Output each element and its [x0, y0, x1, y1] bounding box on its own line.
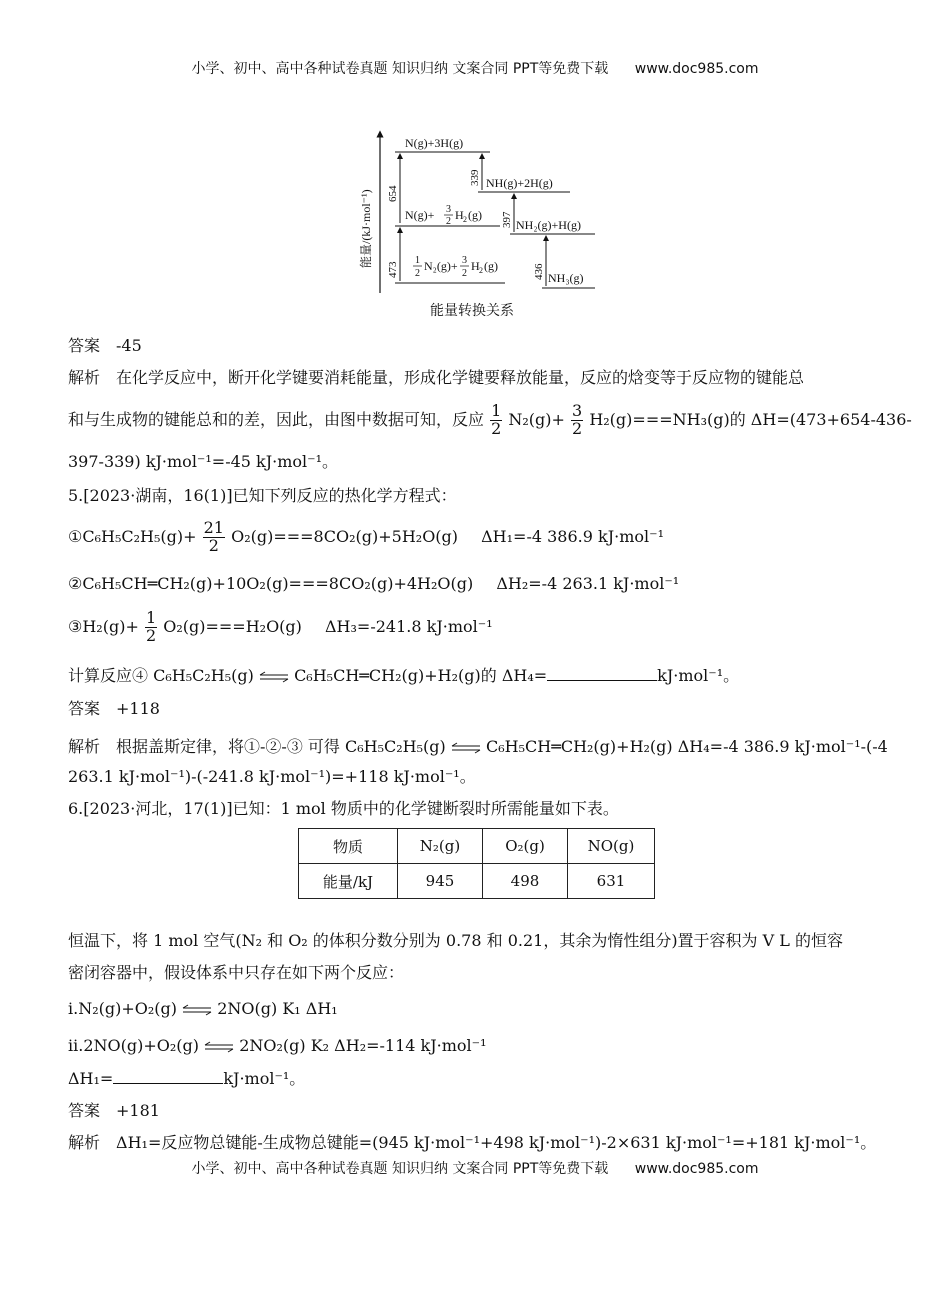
answer-value: +118 [116, 699, 160, 718]
q6-paragraph-line-1: 恒温下，将 1 mol 空气(N₂ 和 O₂ 的体积分数分别为 0.78 和 0.21，其余为惰性组分)置于容积为 V L 的恒容 [68, 931, 843, 950]
footer-text: 小学、初中、高中各种试卷真题 知识归纳 文案合同 PPT等免费下载 [191, 1161, 609, 1177]
q4-analysis-line-1 [68, 368, 804, 388]
q6-reaction-ii: ⅱ.2NO(g)+O₂(g) 2NO₂(g) K₂ ΔH₂=-114 kJ·mol⁻¹ [68, 1036, 487, 1055]
q6-title: 6.[2023·河北，17(1)]已知：1 mol 物质中的化学键断裂时所需能量如下表。 [68, 799, 619, 818]
table-cell: 物质 [299, 829, 398, 864]
enthalpy-1: ΔH₁=-4 386.9 kJ·mol⁻¹ [481, 527, 664, 546]
q4-answer [68, 336, 142, 356]
answer-value: -45 [116, 336, 142, 355]
answer-label: 答案 [68, 1101, 101, 1120]
figure-caption: 能量转换关系 [430, 303, 514, 319]
q6-answer [68, 1101, 160, 1121]
analysis-text: 和与生成物的键能总和的差，因此，由图中数据可知，反应 [68, 410, 485, 429]
svg-text:H: H [471, 259, 480, 273]
value-397: 397 [501, 211, 513, 228]
svg-text:(g): (g) [468, 208, 482, 222]
answer-label: 答案 [68, 699, 101, 718]
q5-eq2: ②C₆H₅CH═CH₂(g)+10O₂(g)===8CO₂(g)+4H₂O(g) ΔH₂=-4 263.1 kJ·mol⁻¹ [68, 574, 680, 593]
level-base-label [413, 255, 498, 279]
analysis-text: H₂(g)===NH₃(g)的 ΔH=(473+654-436- [589, 410, 912, 429]
enthalpy-2: ΔH₂=-4 263.1 kJ·mol⁻¹ [496, 574, 680, 593]
analysis-text: N₂(g)+ [508, 410, 565, 429]
value-339: 339 [469, 169, 481, 186]
answer-blank[interactable] [113, 1069, 223, 1084]
q4-analysis-line-2 [68, 400, 912, 440]
value-436: 436 [533, 263, 545, 280]
equilibrium-arrow-icon [259, 670, 289, 684]
analysis-label: 解析 [68, 737, 101, 756]
equilibrium-arrow-icon [451, 741, 481, 755]
footer-url[interactable]: www.doc985.com [634, 1161, 759, 1177]
table-cell: 631 [568, 864, 655, 899]
fraction: $\frac{1}{2}$ [145, 608, 157, 645]
table-cell: NO(g) [568, 829, 655, 864]
level-n-h2-label [405, 204, 482, 227]
q5-eq3: ③H₂(g)+ $\frac{1}{2}$ O₂(g)===H₂O(g) ΔH₃=-241.8 kJ·mol⁻¹ [68, 608, 493, 645]
q6-analysis: 解析 ΔH₁=反应物总键能-生成物总键能=(945 kJ·mol⁻¹+498 kJ·mol⁻¹)-2×631 kJ·mol⁻¹=+181 kJ·mol⁻¹。 [68, 1133, 877, 1152]
level-nh-2h-label: NH(g)+2H(g) [486, 176, 553, 190]
q5-calc: 计算反应④ C₆H₅C₂H₅(g) C₆H₅CH═CH₂(g)+H₂(g)的 ΔH₄= kJ·mol⁻¹。 [68, 666, 740, 685]
analysis-label: 解析 [68, 1133, 101, 1152]
table-cell: 能量/kJ [299, 864, 398, 899]
page-footer [0, 1158, 950, 1178]
analysis-text: 在化学反应中，断开化学键要消耗能量，形成化学键要释放能量，反应的焓变等于反应物的键能总 [116, 368, 805, 387]
svg-text:(g): (g) [484, 259, 498, 273]
q6-delta-h: ΔH₁= kJ·mol⁻¹。 [68, 1069, 306, 1088]
analysis-label: 解析 [68, 368, 101, 387]
svg-text:3: 3 [462, 255, 467, 266]
svg-text:2: 2 [415, 268, 420, 279]
table-header-row [299, 829, 655, 864]
q5-analysis-line-1: 解析 根据盖斯定律，将①-②-③ 可得 C₆H₅C₂H₅(g) C₆H₅CH═CH₂(g)+H₂(g) ΔH₄=-4 386.9 kJ·mol⁻¹-(-4 [68, 737, 888, 756]
answer-label: 答案 [68, 336, 101, 355]
svg-text:2: 2 [462, 268, 467, 279]
q6-reaction-i: ⅰ.N₂(g)+O₂(g) 2NO(g) K₁ ΔH₁ [68, 999, 338, 1018]
table-cell: 498 [483, 864, 568, 899]
svg-text:2: 2 [479, 266, 483, 275]
level-n-3h-label: N(g)+3H(g) [405, 136, 464, 150]
svg-text:N(g)+: N(g)+ [405, 208, 435, 222]
bond-energy-table [298, 828, 655, 899]
table-cell: 945 [398, 864, 483, 899]
q5-analysis-line-2: 263.1 kJ·mol⁻¹)-(-241.8 kJ·mol⁻¹)=+118 kJ·mol⁻¹。 [68, 767, 476, 786]
fraction: $\frac{21}{2}$ [203, 518, 224, 555]
fraction: $\frac{3}{2}$ [572, 401, 583, 438]
answer-value: +181 [116, 1101, 160, 1120]
q5-title: 5.[2023·湖南，16(1)]已知下列反应的热化学方程式： [68, 486, 457, 505]
header-url[interactable]: www.doc985.com [634, 61, 759, 77]
level-nh3-label: NH₃(g) [548, 271, 584, 285]
equilibrium-arrow-icon [204, 1040, 234, 1054]
table-cell: N₂(g) [398, 829, 483, 864]
svg-text:3: 3 [446, 204, 451, 215]
equilibrium-arrow-icon [182, 1003, 212, 1017]
q5-eq1: ①C₆H₅C₂H₅(g)+ $\frac{21}{2}$ O₂(g)===8CO₂(g)+5H₂O(g) ΔH₁=-4 386.9 kJ·mol⁻¹ [68, 518, 664, 555]
enthalpy-3: ΔH₃=-241.8 kJ·mol⁻¹ [325, 617, 493, 636]
energy-diagram [350, 128, 600, 298]
value-473: 473 [387, 261, 399, 278]
q4-analysis-line-3: 397-339) kJ·mol⁻¹=-45 kJ·mol⁻¹。 [68, 452, 339, 471]
level-nh2-h-label: NH₂(g)+H(g) [516, 218, 581, 232]
q6-paragraph-line-2: 密闭容器中，假设体系中只存在如下两个反应： [68, 963, 405, 982]
y-axis-label: 能量/(kJ·mol⁻¹) [359, 189, 373, 268]
svg-text:1: 1 [415, 255, 420, 266]
table-row [299, 864, 655, 899]
svg-text:2: 2 [463, 215, 467, 224]
answer-blank[interactable] [547, 666, 657, 681]
fraction: $\frac{1}{2}$ [491, 401, 502, 438]
value-654: 654 [387, 185, 399, 202]
table-cell: O₂(g) [483, 829, 568, 864]
header-text: 小学、初中、高中各种试卷真题 知识归纳 文案合同 PPT等免费下载 [191, 61, 609, 77]
page-header [0, 58, 950, 78]
svg-text:H: H [455, 208, 464, 222]
q5-answer [68, 699, 160, 719]
svg-text:2: 2 [446, 216, 451, 227]
svg-text:N₂(g)+: N₂(g)+ [424, 259, 458, 273]
